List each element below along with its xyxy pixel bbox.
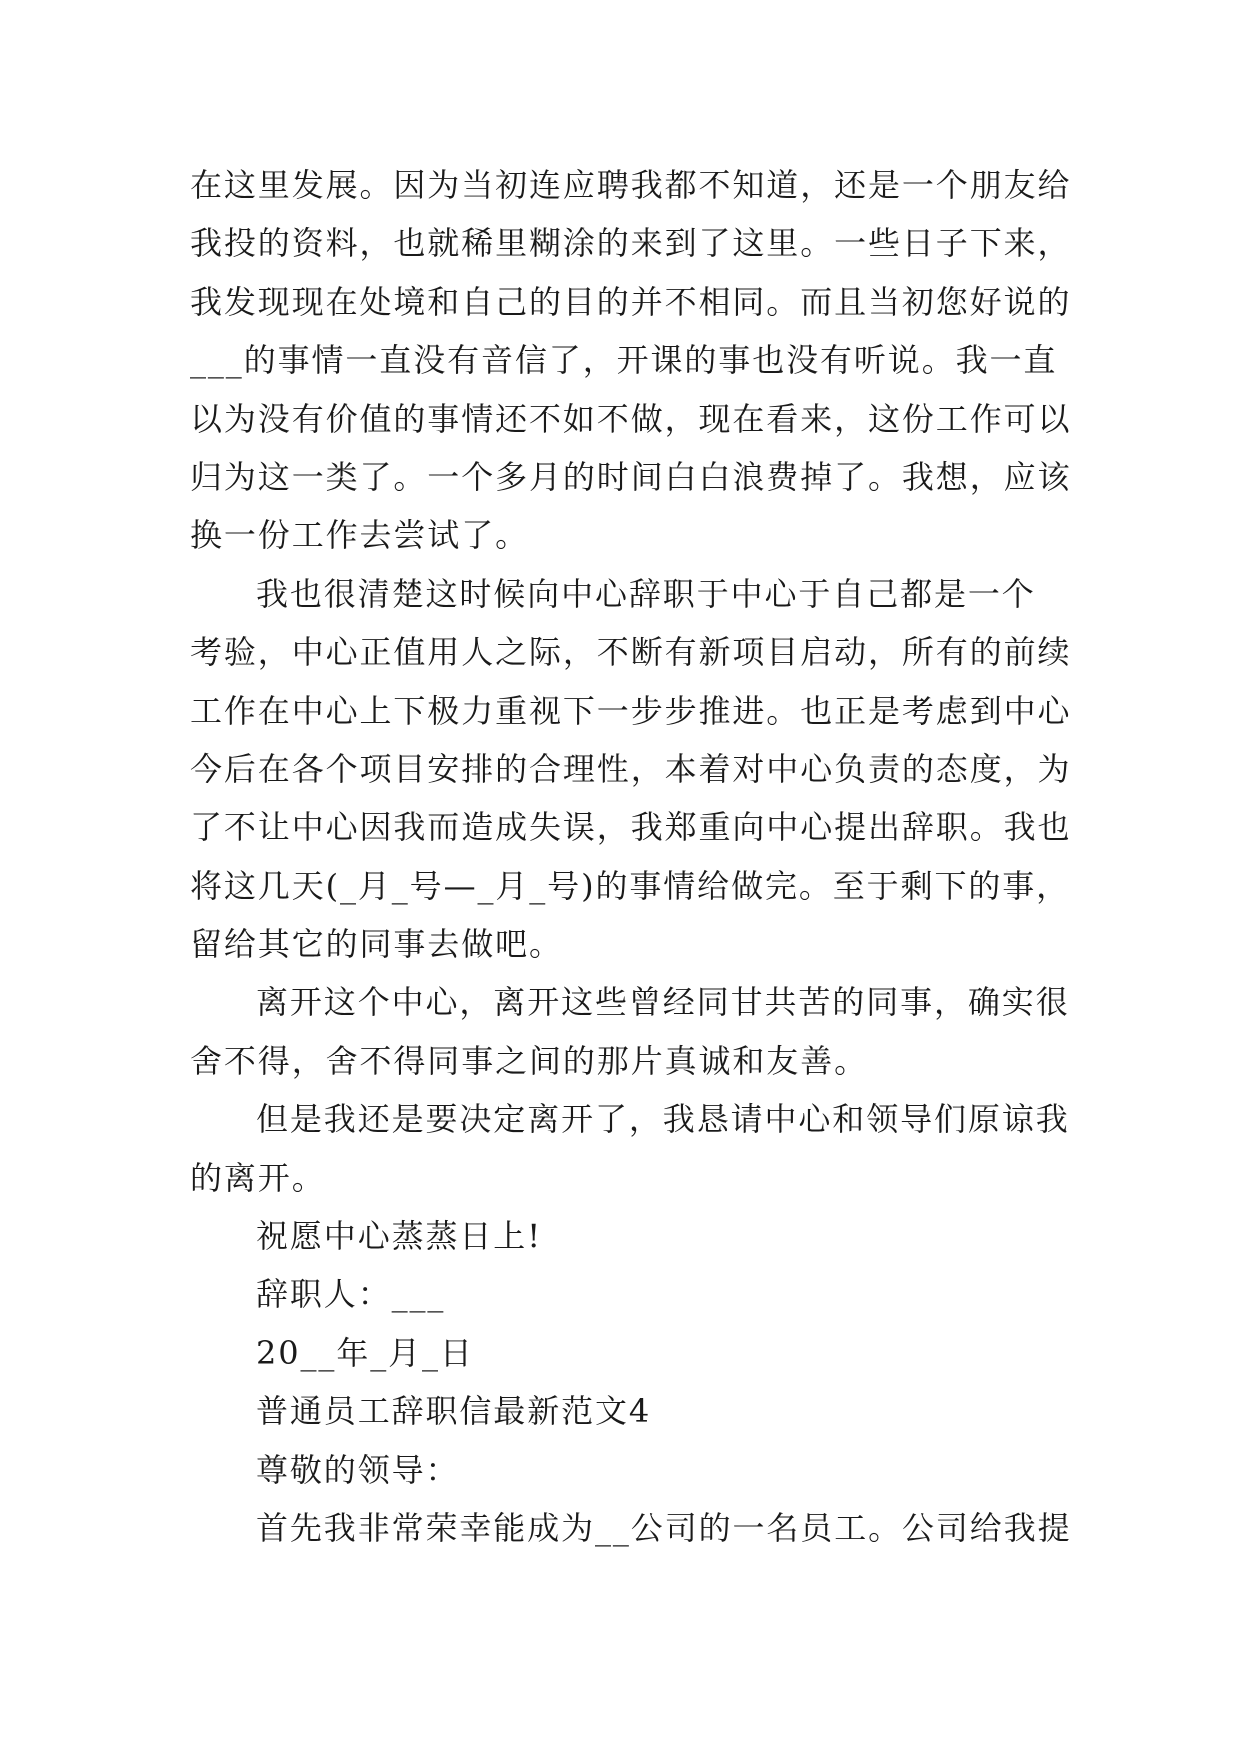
text-line: 留给其它的同事去做吧。 — [190, 925, 563, 964]
text-line: 首先我非常荣幸能成为__公司的一名员工。公司给我提 — [256, 1508, 1072, 1547]
salutation: 尊敬的领导： — [256, 1450, 460, 1489]
closing-wish: 祝愿中心蒸蒸日上! — [256, 1217, 542, 1256]
text-line: 在这里发展。因为当初连应聘我都不知道，还是一个朋友给 — [190, 166, 1072, 204]
document-body — [190, 156, 1072, 1557]
closing-block — [190, 1207, 1060, 1382]
paragraph-4 — [190, 1090, 1070, 1207]
text-line: 舍不得，舍不得同事之间的那片真诚和友善。 — [190, 1041, 869, 1080]
text-line: 了不让中心因我而造成失误，我郑重向中心提出辞职。我也 — [190, 808, 1072, 847]
text-line: 以为没有价值的事情还不如不做，现在看来，这份工作可以 — [190, 399, 1072, 438]
paragraph-3 — [190, 973, 1070, 1090]
signer-line: 辞职人：___ — [256, 1275, 446, 1314]
text-line: 我投的资料，也就稀里糊涂的来到了这里。一些日子下来， — [190, 224, 1072, 263]
section-heading: 普通员工辞职信最新范文4 — [256, 1392, 652, 1431]
text-line: 今后在各个项目安排的合理性，本着对中心负责的态度，为 — [190, 749, 1072, 788]
text-line: ___的事情一直没有音信了，开课的事也没有听说。我一直 — [190, 341, 1058, 380]
text-line: 但是我还是要决定离开了，我恳请中心和领导们原谅我 — [256, 1100, 1070, 1139]
text-line: 工作在中心上下极力重视下一步步推进。也正是考虑到中心 — [190, 691, 1072, 730]
text-line: 换一份工作去尝试了。 — [190, 516, 530, 555]
text-line: 的离开。 — [190, 1158, 326, 1197]
paragraph-2 — [190, 565, 1072, 974]
next-section — [190, 1382, 1072, 1557]
date-line: 20__年_月_日 — [256, 1333, 474, 1372]
text-line: 归为这一类了。一个多月的时间白白浪费掉了。我想，应该 — [190, 457, 1072, 496]
text-line: 将这几天(_月_号—_月_号)的事情给做完。至于剩下的事， — [190, 866, 1071, 905]
paragraph-1 — [190, 156, 1072, 565]
text-line: 我也很清楚这时候向中心辞职于中心于自己都是一个 — [256, 574, 1036, 613]
text-line: 考验，中心正值用人之际，不断有新项目启动，所有的前续 — [190, 633, 1072, 672]
text-line: 离开这个中心，离开这些曾经同甘共苦的同事，确实很 — [256, 983, 1070, 1022]
text-line: 我发现现在处境和自己的目的并不相同。而且当初您好说的 — [190, 282, 1072, 321]
